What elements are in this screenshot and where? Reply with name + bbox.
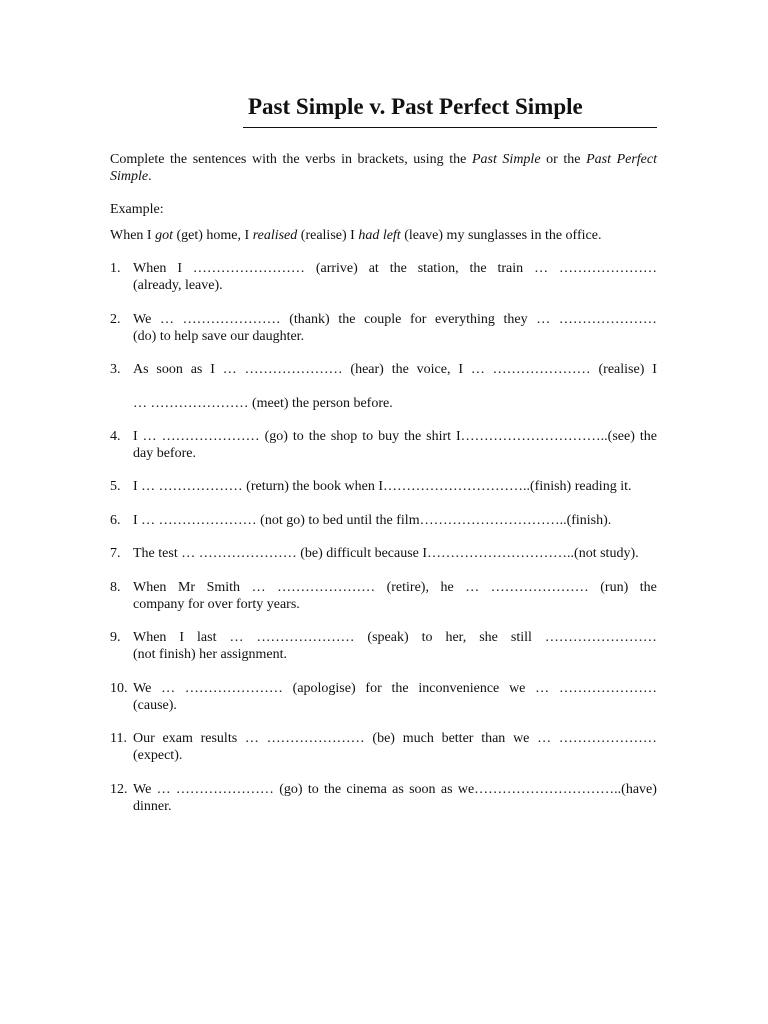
example-answer: realised xyxy=(252,228,298,243)
item-line: The test … ………………… (be) difficult because I…………………………..(not study). xyxy=(133,546,639,561)
item-line: (already, leave). xyxy=(133,278,223,293)
title-underline xyxy=(243,127,657,128)
item-number: 9. xyxy=(110,630,121,645)
instructions xyxy=(110,151,657,185)
instructions-text: Complete the sentences with the verbs in brackets, using the xyxy=(110,152,472,167)
item-number: 6. xyxy=(110,513,121,528)
page-title: Past Simple v. Past Perfect Simple xyxy=(248,94,583,119)
item-line: We … ………………… (thank) the couple for everything they … ………………… xyxy=(133,312,657,327)
item-line: Our exam results … ………………… (be) much better than we … ………………… xyxy=(133,731,657,746)
item-line: I … ……………… (return) the book when I…………………………..(finish) reading it. xyxy=(133,479,632,494)
item-line: As soon as I … ………………… (hear) the voice, I … ………………… (realise) I xyxy=(133,362,657,377)
item-line: … ………………… (meet) the person before. xyxy=(133,396,393,411)
item-number: 1. xyxy=(110,261,121,276)
item-line: When Mr Smith … ………………… (retire), he … ………………… (run) the xyxy=(133,580,657,595)
item-number: 10. xyxy=(110,681,128,696)
item-number: 4. xyxy=(110,429,121,444)
example-sentence xyxy=(110,227,657,244)
item-line: I … ………………… (go) to the shop to buy the shirt I…………………………..(see) the xyxy=(133,429,657,444)
item-number: 8. xyxy=(110,580,121,595)
item-line: We … ………………… (go) to the cinema as soon as we…………………………..(have) xyxy=(133,782,657,797)
item-number: 2. xyxy=(110,312,121,327)
example-answer: got xyxy=(155,228,173,243)
example-part: (realise) I xyxy=(297,228,359,243)
instructions-past-simple: Past Simple xyxy=(471,152,541,167)
item-line: I … ………………… (not go) to bed until the film…………………………..(finish). xyxy=(133,513,612,528)
item-line: (not finish) her assignment. xyxy=(133,647,287,662)
item-number: 12. xyxy=(110,782,128,797)
example-label: Example: xyxy=(110,202,164,217)
item-line: (expect). xyxy=(133,748,183,763)
item-number: 11. xyxy=(110,731,127,746)
instructions-past-perfect: Past Perfect Simple xyxy=(110,152,658,184)
example-part: When I xyxy=(110,228,156,243)
item-line: dinner. xyxy=(133,799,172,814)
instructions-text-end: . xyxy=(148,169,152,184)
item-line: When I last … ………………… (speak) to her, she still …………………… xyxy=(133,630,657,645)
example-part: (leave) my sunglasses in the office. xyxy=(400,228,602,243)
item-line: (do) to help save our daughter. xyxy=(133,329,305,344)
item-number: 7. xyxy=(110,546,121,561)
item-line: day before. xyxy=(133,446,196,461)
item-line: (cause). xyxy=(133,698,177,713)
example-answer: had left xyxy=(358,228,401,243)
instructions-text-mid: or the xyxy=(540,152,587,167)
item-line: company for over forty years. xyxy=(133,597,300,612)
item-number: 5. xyxy=(110,479,121,494)
item-line: We … ………………… (apologise) for the inconvenience we … ………………… xyxy=(133,681,657,696)
item-line: When I …………………… (arrive) at the station, the train … ………………… xyxy=(133,261,657,276)
example-part: (get) home, I xyxy=(172,228,253,243)
item-number: 3. xyxy=(110,362,121,377)
